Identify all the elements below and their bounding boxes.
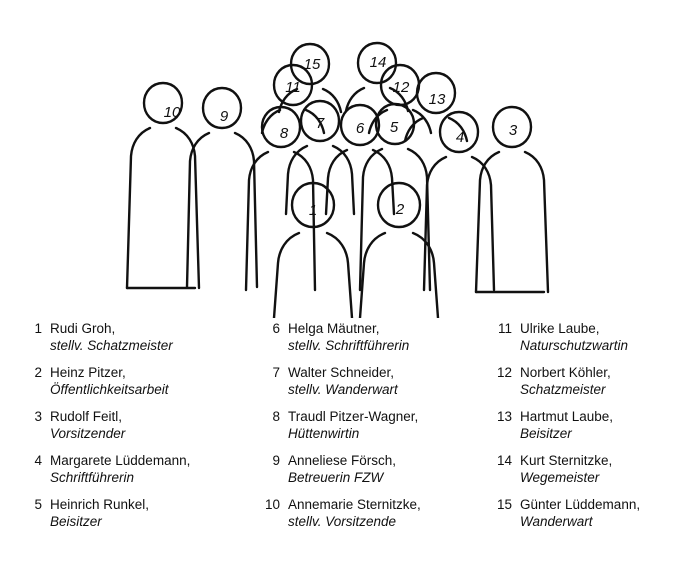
legend-text [520, 496, 640, 530]
legend-text [520, 320, 628, 354]
legend-text [520, 364, 611, 398]
legend-text [288, 496, 421, 530]
legend-column-2 [262, 320, 494, 587]
legend-text [50, 408, 125, 442]
legend-column-1 [24, 320, 262, 587]
legend-person-name: Margarete Lüddemann, [50, 453, 191, 468]
legend-person-name: Heinrich Runkel, [50, 497, 150, 512]
legend-text [520, 452, 612, 486]
legend-person-name: Heinz Pitzer, [50, 365, 126, 380]
figure-number-13: 13 [428, 90, 446, 108]
legend-person-role: Öffentlichkeitsarbeit [50, 382, 169, 397]
legend-person-role: Beisitzer [520, 426, 572, 441]
list-item [24, 320, 262, 354]
legend-person-name: Norbert Köhler, [520, 365, 611, 380]
legend-number: 14 [496, 453, 512, 468]
list-item [494, 320, 690, 354]
legend-text [288, 408, 418, 442]
legend-person-role: stellv. Schatzmeister [50, 338, 173, 353]
legend-text [50, 320, 173, 354]
list-item [494, 364, 690, 398]
legend-number: 10 [264, 497, 280, 512]
list-item [262, 408, 494, 442]
legend-person-name: Ulrike Laube, [520, 321, 600, 336]
legend-text [50, 452, 190, 486]
figure-number-11: 11 [285, 78, 301, 96]
figure-number-7: 7 [315, 114, 325, 132]
list-item [494, 496, 690, 530]
legend-person-name: Rudi Groh, [50, 321, 116, 336]
legend-text [520, 408, 613, 442]
legend-person-role: Betreuerin FZW [288, 470, 384, 485]
legend-number: 7 [272, 365, 280, 380]
legend-person-name: Rudolf Feitl, [50, 409, 123, 424]
legend-number: 9 [272, 453, 280, 468]
legend-person-name: Kurt Sternitzke, [520, 453, 613, 468]
legend-text [288, 320, 409, 354]
figure-number-14: 14 [369, 53, 387, 71]
legend-number: 13 [496, 409, 512, 424]
list-item [24, 452, 262, 486]
list-item [262, 496, 494, 530]
legend-text [50, 496, 149, 530]
legend-number: 4 [34, 453, 42, 468]
legend-person-name: Hartmut Laube, [520, 409, 614, 424]
legend-text [50, 364, 169, 398]
list-item [24, 496, 262, 530]
list-item [262, 364, 494, 398]
legend-person-role: Schatzmeister [520, 382, 606, 397]
figure-number-15: 15 [303, 55, 321, 73]
legend-text [288, 364, 398, 398]
legend-number: 5 [34, 497, 42, 512]
figure-number-4: 4 [455, 128, 465, 146]
legend-person-role: Naturschutzwartin [520, 338, 629, 353]
legend-person-role: stellv. Wanderwart [288, 382, 398, 397]
legend-person-name: Günter Lüddemann, [520, 497, 641, 512]
figure-number-3: 3 [508, 121, 518, 139]
legend-person-role: stellv. Vorsitzende [288, 514, 397, 529]
figure-number-8: 8 [279, 124, 289, 142]
legend-person-role: Schriftführerin [50, 470, 135, 485]
legend-person-name: Anneliese Försch, [288, 453, 397, 468]
legend-person-name: Helga Mäutner, [288, 321, 380, 336]
figure-number-5: 5 [389, 118, 399, 136]
legend-number: 6 [272, 321, 280, 336]
list-item [24, 364, 262, 398]
legend-number: 12 [496, 365, 512, 380]
legend-person-role: Wegemeister [520, 470, 600, 485]
legend-number: 15 [496, 497, 512, 512]
legend-person-role: Vorsitzender [50, 426, 126, 441]
legend-person-role: stellv. Schriftführerin [288, 338, 410, 353]
figure-number-10: 10 [163, 103, 181, 121]
figure-number-9: 9 [219, 107, 229, 125]
legend-number: 8 [272, 409, 280, 424]
list-item [24, 408, 262, 442]
legend-text [288, 452, 396, 486]
legend-person-name: Walter Schneider, [288, 365, 395, 380]
list-item [262, 320, 494, 354]
legend-number: 3 [34, 409, 42, 424]
figure-number-6: 6 [355, 119, 365, 137]
legend-person-role: Beisitzer [50, 514, 102, 529]
legend-number: 1 [34, 321, 42, 336]
list-item [494, 408, 690, 442]
legend-person-name: Traudl Pitzer-Wagner, [288, 409, 419, 424]
legend-person-role: Wanderwart [520, 514, 593, 529]
figure-number-1: 1 [308, 201, 318, 219]
legend-number: 2 [34, 365, 42, 380]
legend [0, 320, 700, 587]
legend-number: 11 [497, 321, 512, 336]
figure-number-12: 12 [392, 78, 410, 96]
legend-person-name: Annemarie Sternitzke, [288, 497, 421, 512]
legend-person-role: Hüttenwirtin [288, 426, 360, 441]
figure-number-2: 2 [395, 200, 405, 218]
list-item [262, 452, 494, 486]
list-item [494, 452, 690, 486]
legend-column-3 [494, 320, 690, 587]
